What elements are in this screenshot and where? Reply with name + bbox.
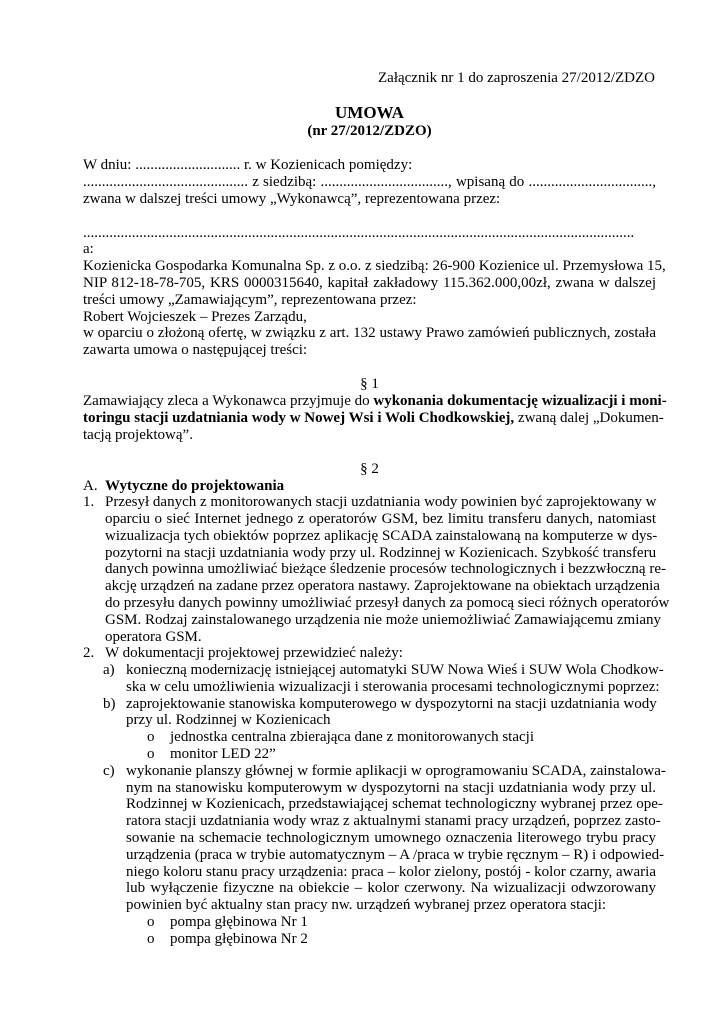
item-c-line: powinien być aktualny stan pracy nw. urządzeń wybranej przez operatora stacji: — [126, 897, 607, 913]
item-a-letter: a) — [103, 662, 115, 678]
section-1-heading: § 1 — [360, 376, 379, 392]
point-1-line: akcję urządzeń na zadane przez operatora nastawy. Zaprojektowane na obiektach urządzenia — [105, 578, 660, 594]
intro-line: a: — [83, 241, 94, 257]
intro-line: Kozienicka Gospodarka Komunalna Sp. z o.o. z siedzibą: 26-900 Kozienice ul. Przemysłowa 15, — [83, 258, 666, 274]
point-2-number: 2. — [83, 645, 95, 661]
intro-line: ................................................................................................................................................... — [83, 225, 635, 241]
intro-line: zawarta umowa o następującej treści: — [83, 342, 308, 358]
point-1-line: oparciu o sieć Internet jednego z operatorów GSM, bez limitu transferu danych, natomiast — [105, 511, 656, 527]
intro-line: treści umowy „Zamawiającym”, reprezentowana przez: — [83, 292, 417, 308]
section-1-text: Zamawiający zleca a Wykonawca przyjmuje do — [83, 393, 374, 409]
item-b-line: przy ul. Rodzinnej w Kozienicach — [126, 712, 331, 728]
section-1-bold: wykonania dokumentację wizualizacji i moni- — [373, 393, 667, 409]
point-1-line: pozytorni na stacji uzdatniania wody przy ul. Rodzinnej w Kozienicach. Szybkość transferu — [105, 545, 657, 561]
item-c-line: urządzenia (praca w trybie automatycznym – A /praca w trybie ręcznym – R) i odpowied- — [126, 847, 665, 863]
intro-line: ............................................ z siedzibą: .................................., wpisaną do ................................., — [83, 174, 656, 190]
intro-line: NIP 812-18-78-705, KRS 0000315640, kapitał zakładowy 115.362.000,00zł, zwana w dalszej — [83, 275, 656, 291]
item-c-line: niego koloru stanu pracy urządzenia: praca – kolor zielony, postój - kolor czarny, awaria — [126, 864, 656, 880]
item-c-line: nym na stanowisku komputerowym w dyspozytorni na stacji uzdatniania wody przy ul. — [126, 780, 656, 796]
section-2-heading: § 2 — [360, 461, 379, 477]
item-a-line: konieczną modernizację istniejącej automatyki SUW Nowa Wieś i SUW Wola Chodkow- — [126, 662, 664, 678]
document-title: UMOWA — [335, 103, 404, 122]
section-1-text: zwaną dalej „Dokumen- — [514, 410, 664, 426]
item-b-line: zaprojektowanie stanowiska komputerowego w dyspozytorni na stacji uzdatniania wody — [126, 696, 657, 712]
point-1-line: do przesyłu danych powinny umożliwiać przesył danych za pomocą sieci różnych operatorów — [105, 595, 670, 611]
item-b-letter: b) — [103, 696, 116, 712]
intro-line: Robert Wojcieszek – Prezes Zarządu, — [83, 309, 307, 325]
intro-line: W dniu: ............................ r. w Kozienicach pomiędzy: — [83, 157, 413, 173]
bullet-marker: o — [147, 729, 155, 745]
point-1-line: operatora GSM. — [105, 629, 202, 645]
subsection-a-label: A. — [83, 478, 98, 494]
bullet-marker: o — [147, 914, 155, 930]
point-1-line: wizualizacja tych obiektów poprzez aplikację SCADA zainstalowaną na komputerze w dys- — [105, 528, 658, 544]
section-1-bold: toringu stacji uzdatniania wody w Nowej Wsi i Woli Chodkowskiej, — [83, 410, 515, 426]
item-b-bullet: jednostka centralna zbierająca dane z monitorowanych stacji — [170, 729, 534, 745]
item-c-line: Rodzinnej w Kozienicach, przedstawiającej schemat technologiczny wybranej przez ope- — [126, 796, 663, 812]
section-1-line — [83, 410, 664, 427]
intro-line: w oparciu o złożoną ofertę, w związku z art. 132 ustawy Prawo zamówień publicznych, została — [83, 325, 656, 341]
item-c-bullet: pompa głębinowa Nr 2 — [170, 931, 308, 947]
section-1-line — [83, 393, 667, 410]
bullet-marker: o — [147, 746, 155, 762]
annex-reference: Załącznik nr 1 do zaproszenia 27/2012/ZDZO — [378, 70, 655, 86]
item-c-line: sowanie na schemacie technologicznym umownego oznaczenia literowego trybu pracy — [126, 830, 656, 846]
point-1-line: Przesył danych z monitorowanych stacji uzdatniania wody powinien być zaprojektowany w — [105, 494, 657, 510]
item-c-letter: c) — [103, 763, 115, 779]
document-number: (nr 27/2012/ZDZO) — [307, 123, 432, 139]
point-1-line: GSM. Rodzaj zainstalowanego urządzenia nie może uniemożliwiać Zamawiającemu zmiany — [105, 612, 662, 628]
item-a-line: ska w celu umożliwienia wizualizacji i sterowania procesami technologicznymi poprzez: — [126, 679, 660, 695]
point-2-line: W dokumentacji projektowej przewidzieć należy: — [105, 645, 403, 661]
item-c-line: ratora stacji uzdatniania wody wraz z aktualnymi stanami pracy urządzeń, poprzez zasto- — [126, 813, 661, 829]
item-c-line: lub wyłączenie fizyczne na obiekcie – kolor czerwony. Na wizualizacji odwzorowany — [126, 880, 656, 896]
subsection-a-title: Wytyczne do projektowania — [105, 478, 285, 494]
section-1-line: tacją projektową”. — [83, 427, 193, 443]
intro-line: zwana w dalszej treści umowy „Wykonawcą”, reprezentowana przez: — [83, 191, 501, 207]
item-b-bullet: monitor LED 22” — [170, 746, 276, 762]
point-1-number: 1. — [83, 494, 95, 510]
item-c-line: wykonanie planszy głównej w formie aplikacji w oprogramowaniu SCADA, zainstalowa- — [126, 763, 666, 779]
item-c-bullet: pompa głębinowa Nr 1 — [170, 914, 308, 930]
point-1-line: danych powinna umożliwiać bieżące śledzenie procesów technologicznych i bezzwłoczną re- — [105, 561, 666, 577]
bullet-marker: o — [147, 931, 155, 947]
